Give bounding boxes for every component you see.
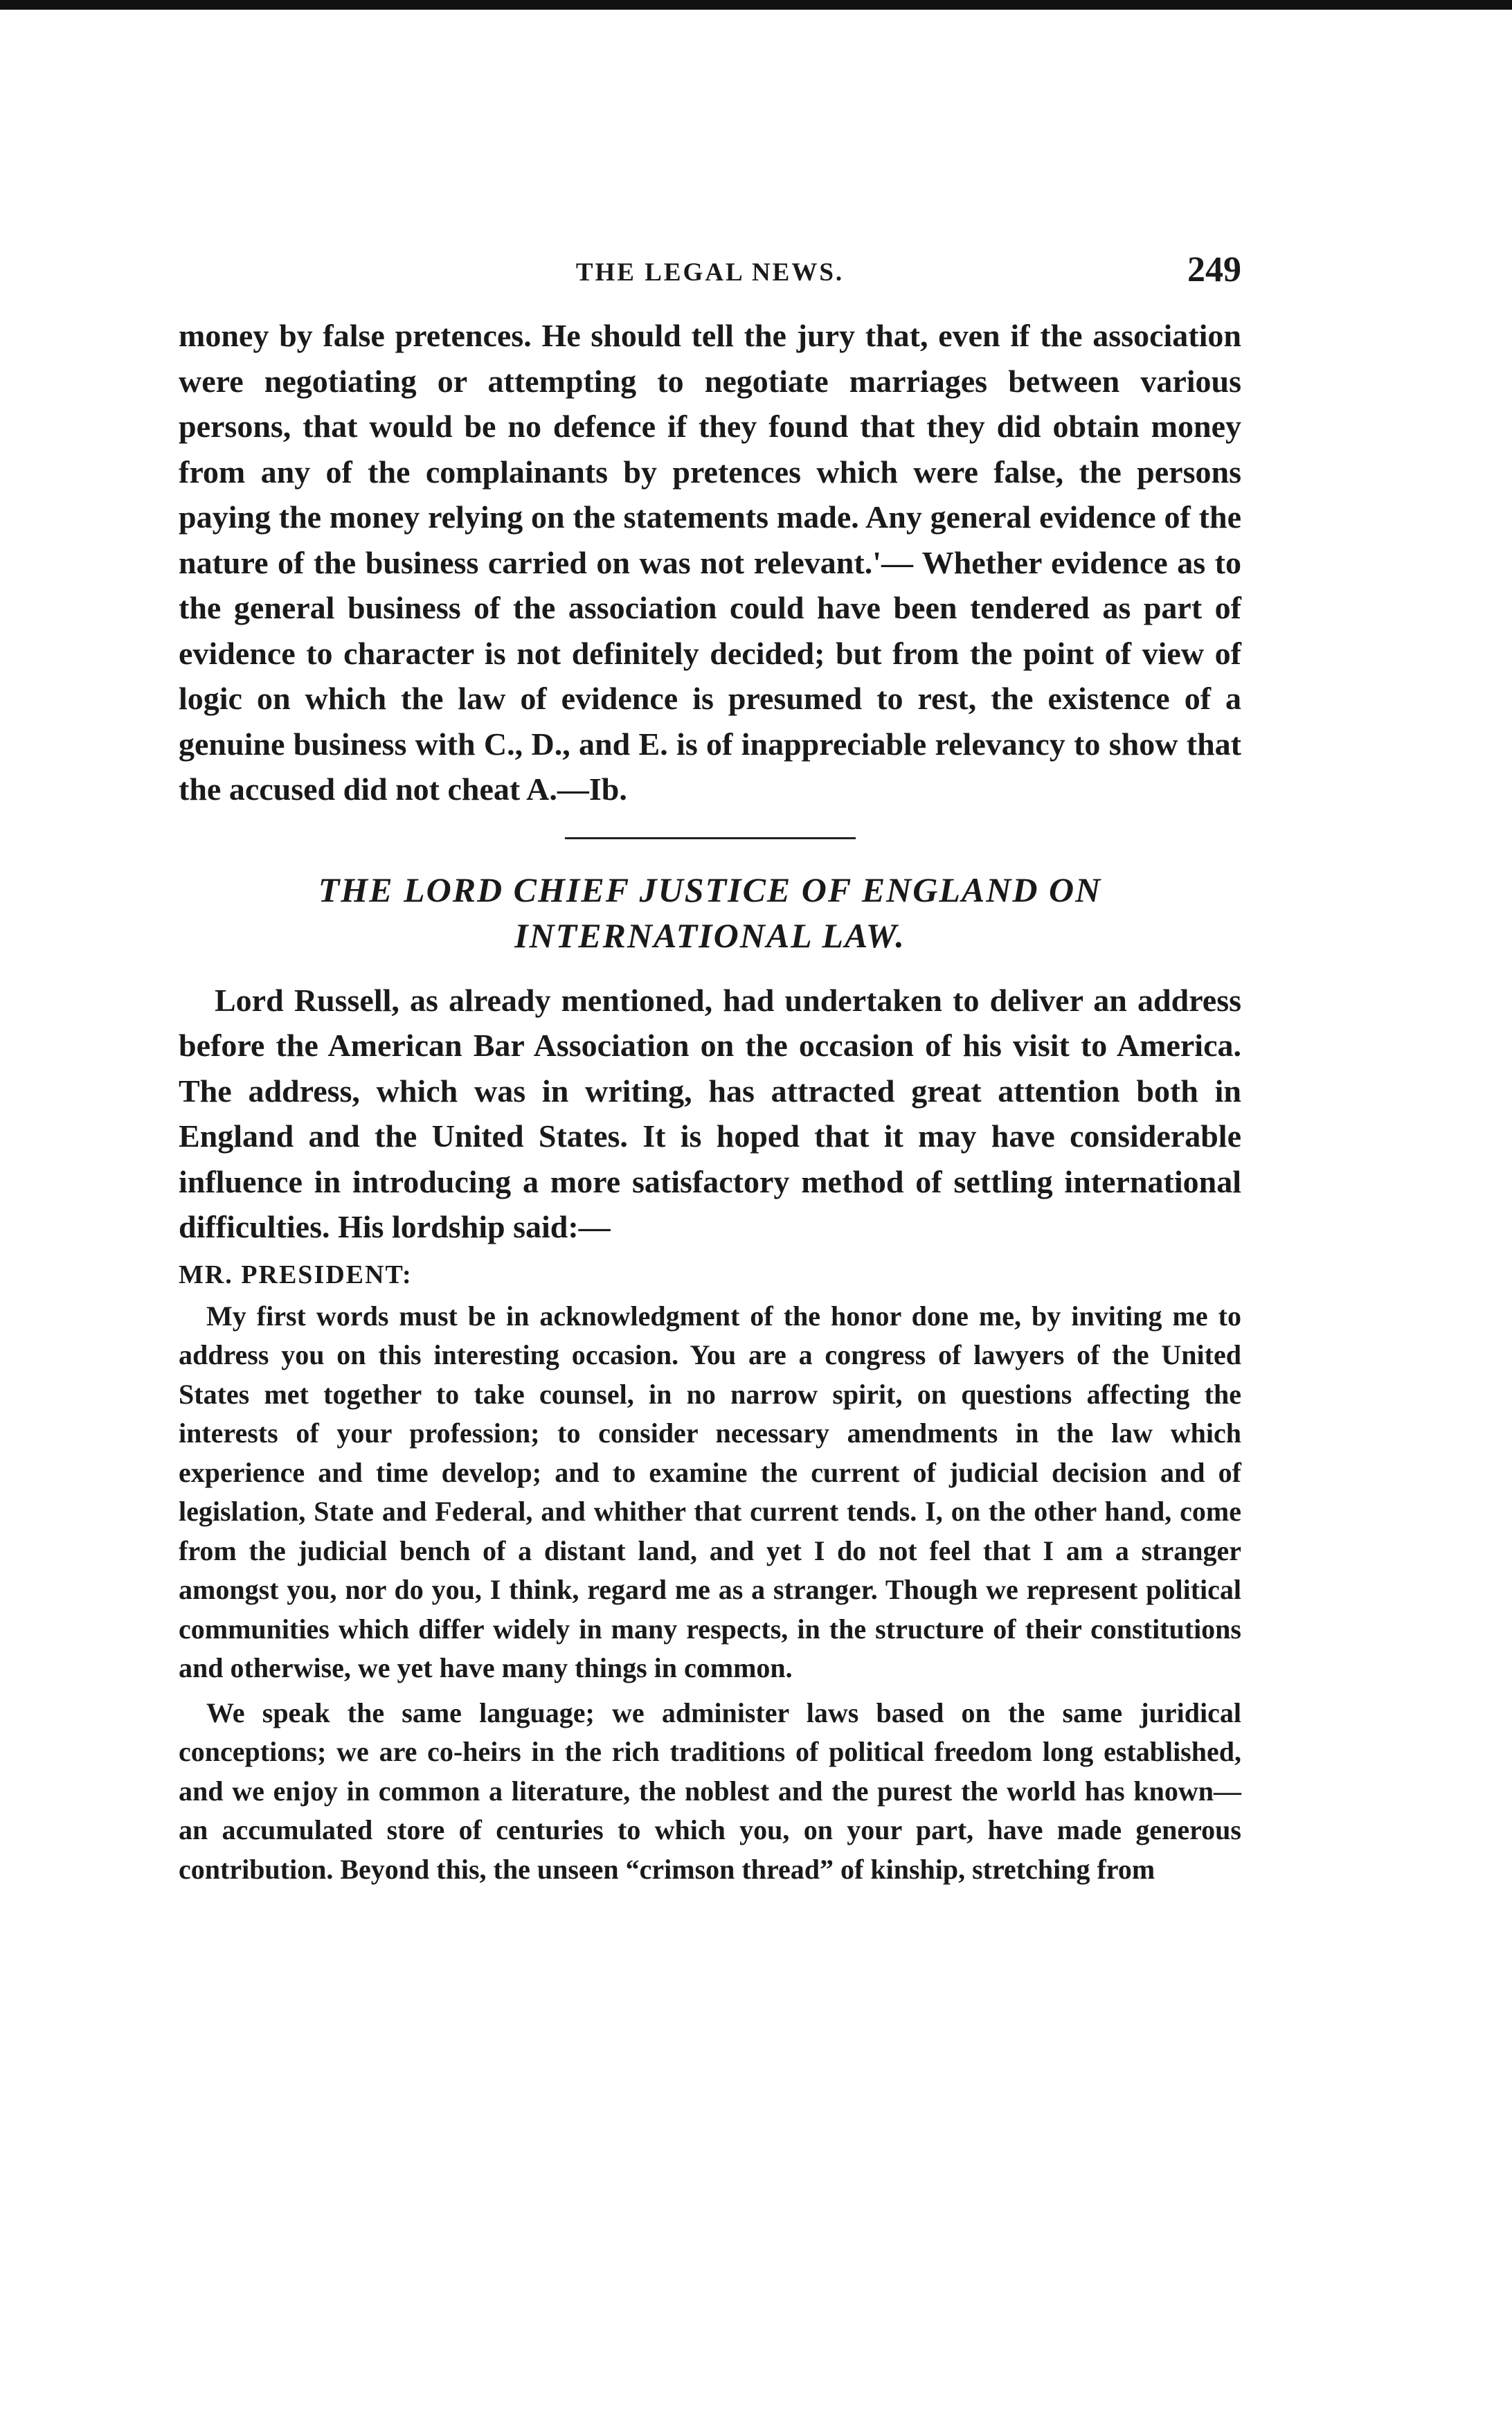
intro-paragraph: money by false pretences. He should tell the jury that, even if the association were negotiating or attempting to negotiate marriages between various persons, that would be no defence if they found that they did obtain money from any of the complainants by pretences which were false, the persons paying the money relying on the statements made. Any general evidence of the nature of the business carried on was not relevant.'— Whether evidence as to the general business of the association could have been tendered as part of evidence to character is not definitely decided; but from the point of view of logic on which the law of evidence is presumed to rest, the existence of a genuine business with C., D., and E. is of inappreciable relevancy to show that the accused did not cheat A.—Ib. <box>179 318 1241 807</box>
address-paragraph-2: We speak the same language; we administer laws based on the same juridical conceptions; we are co-heirs in the rich traditions of political freedom long established, and we enjoy in common a literature, the noblest and the purest the world has known—an accumulated store of centuries to which you, on your part, have made generous contribution. Beyond this, the unseen “crimson thread” of kinship, stretching from <box>179 1697 1241 1885</box>
salutation: MR. PRESIDENT: <box>179 1260 413 1289</box>
address-paragraph-1: My first words must be in acknowledgment of the honor done me, by inviting me to address you on this interesting occasion. You are a congress of lawyers of the United States met together to take counsel, in no narrow spirit, on questions affecting the interests of your profession; to consider necessary amendments in the law which experience and time develop; and to examine the current of judicial decision and of legislation, State and Federal, and whither that current tends. I, on the other hand, come from the judicial bench of a distant land, and yet I do not feel that I am a stranger amongst you, nor do you, I think, regard me as a stranger. Though we represent political communities which differ widely in many respects, in the structure of their constitutions and otherwise, we yet have many things in common. <box>179 1300 1241 1683</box>
running-head <box>179 249 1241 305</box>
section-title <box>179 867 1241 958</box>
page-content <box>179 249 1241 1889</box>
page-number: 249 <box>1187 250 1241 289</box>
top-edge-rule <box>0 0 1512 10</box>
section-intro-paragraph: Lord Russell, as already mentioned, had undertaken to deliver an address before the American Bar Association on the occasion of his visit to America. The address, which was in writing, has attracted great attention both in England and the United States. It is hoped that it may have considerable influence in introducing a more satisfactory method of settling international difficulties. His lordship said:— <box>179 982 1241 1244</box>
section-title-line-1: THE LORD CHIEF JUSTICE OF ENGLAND ON <box>318 870 1102 909</box>
section-title-line-2: INTERNATIONAL LAW. <box>514 915 906 955</box>
section-divider <box>565 837 856 839</box>
running-title: THE LEGAL NEWS. <box>575 258 845 287</box>
